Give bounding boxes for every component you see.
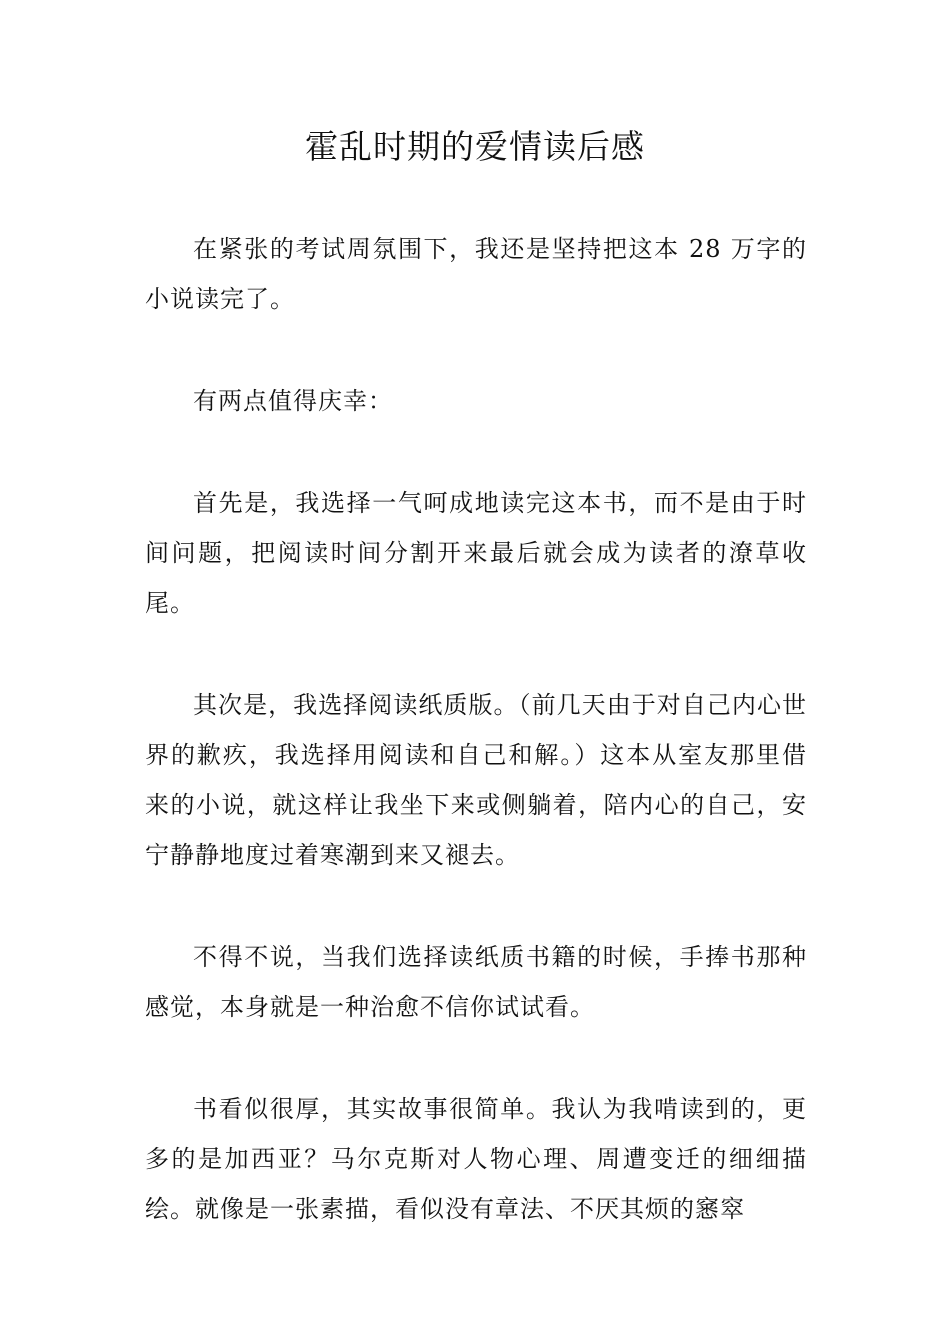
paragraph-6: 书看似很厚，其实故事很简单。我认为我啃读到的，更多的是加西亚？马尔克斯对人物心理、周遭变迁的细细描绘。就像是一张素描，看似没有章法、不厌其烦的窸窣 [145,1095,807,1223]
document-title: 霍乱时期的爱情读后感 [305,127,645,166]
paragraph-3: 首先是，我选择一气呵成地读完这本书，而不是由于时间问题，把阅读时间分割开来最后就会成为读者的潦草收尾。 [145,489,807,617]
paragraph-5: 不得不说，当我们选择读纸质书籍的时候，手捧书那种感觉，本身就是一种治愈不信你试试看。 [145,943,807,1021]
paragraph-2: 有两点值得庆幸： [193,387,393,415]
paragraph-4: 其次是，我选择阅读纸质版。（前几天由于对自己内心世界的歉疚，我选择用阅读和自己和解。）这本从室友那里借来的小说，就这样让我坐下来或侧躺着，陪内心的自己，安宁静静地度过着寒潮到来又褪去。 [145,691,807,869]
document-body [145,224,807,1286]
paragraph-1: 在紧张的考试周氛围下，我还是坚持把这本 28 万字的小说读完了。 [145,235,807,313]
